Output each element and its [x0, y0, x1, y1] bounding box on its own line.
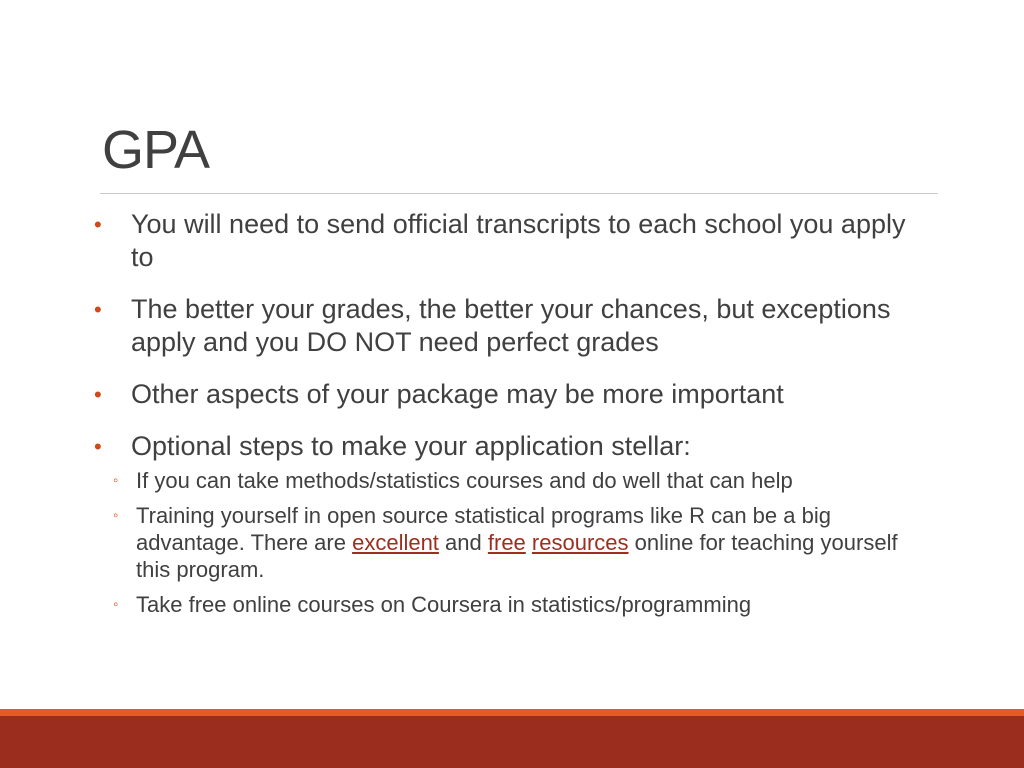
sub-bullet-item — [0, 502, 1024, 583]
link-excellent[interactable]: excellent — [352, 530, 439, 555]
slide-body — [0, 208, 1024, 626]
slide-title: GPA — [102, 120, 210, 180]
sub-bullet-text-before: Training yourself in open source statistical programs like R can be a big advantage. There are — [136, 503, 831, 555]
bullet-text: The better your grades, the better your chances, but exceptions apply and you DO NOT need perfect grades — [131, 294, 891, 357]
footer-accent-stripe — [0, 709, 1024, 716]
sub-bullet-text-after: online for teaching yourself this program. — [136, 530, 898, 582]
bullet-item — [0, 208, 1024, 274]
footer-band — [0, 716, 1024, 768]
title-divider — [100, 193, 938, 194]
bullet-dot-icon: • — [94, 434, 102, 459]
link-free[interactable]: free — [487, 530, 526, 555]
bullet-dot-icon: • — [94, 212, 102, 237]
sub-bullet-text: Take free online courses on Coursera in statistics/programming — [136, 592, 752, 617]
bullet-dot-icon: • — [94, 382, 102, 407]
bullet-text: Optional steps to make your application stellar: — [131, 431, 691, 461]
bullet-dot-icon: • — [94, 297, 102, 322]
bullet-item — [0, 378, 1024, 411]
bullet-item — [0, 293, 1024, 359]
bullet-text: You will need to send official transcripts to each school you apply to — [131, 209, 906, 272]
sub-bullet-text-and: and — [438, 530, 488, 555]
bullet-item — [0, 430, 1024, 463]
sub-bullet-item — [0, 467, 1024, 494]
bullet-text: Other aspects of your package may be more important — [131, 379, 784, 409]
circle-bullet-icon: ◦ — [113, 596, 119, 613]
link-resources[interactable]: resources — [531, 530, 629, 555]
sub-bullet-item — [0, 591, 1024, 618]
circle-bullet-icon: ◦ — [113, 472, 119, 489]
sub-bullet-text: If you can take methods/statistics courses and do well that can help — [136, 468, 793, 493]
circle-bullet-icon: ◦ — [113, 507, 119, 524]
